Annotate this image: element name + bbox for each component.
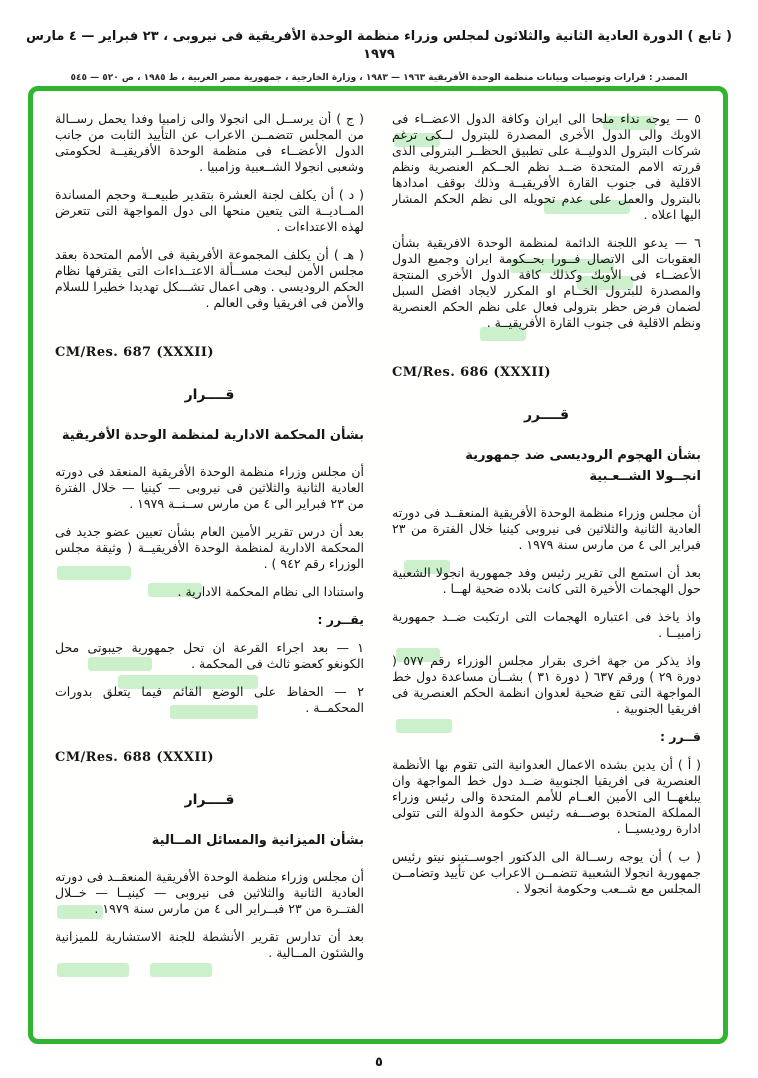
resolution-subject-line-1: بشأن الهجوم الروديسى ضد جمهورية [465, 448, 701, 463]
resolution-subject-line-2: انجــولا الشــعـبية [589, 469, 701, 484]
operative-item-1: ١ — بعد اجراء القرعة ان تحل جمهورية جيبوتى محل الكونغو كعضو ثالث فى المحكمة . [55, 640, 364, 671]
right-column [392, 111, 701, 1025]
operative-item-c: ( ج ) أن يرســل الى انجولا والى زامبيا وفدا يحمل رســالة من المجلس تتضمــن الاعراب عن التأييد الثابت من جانب الدول الأعضــاء فى منظمة الوحدة الأفريقيــة لحكومتى وشعبى انجولا الشــعبية وزامبيا . [55, 111, 364, 174]
operative-item-2: ٢ — الحفاظ على الوضع القائم فيما يتعلق بدورات المحكمــة . [55, 684, 364, 715]
source-line: المصدر : قرارات وتوصيات وبيانات منظمة الوحدة الأفريقية ١٩٦٣ — ١٩٨٣ ، وزارة الخارجية ، جمهورية مصر العربية ، ط ١٩٨٥ ، ص ٥٢٠ — ٥٤٥ [70, 73, 688, 83]
resolution-subject-687: بشأن المحكمة الادارية لمنظمة الوحدة الأفريقية [61, 428, 364, 443]
resolution-ref-687: CM/Res. 687 (XXXII) [55, 345, 214, 360]
left-column [55, 111, 364, 1025]
page-header [20, 28, 738, 83]
operative-item-h: ( هـ ) أن يكلف المجموعة الأفريقية فى الأمم المتحدة بعقد مجلس الأمن لبحث مســألة الاعتــداءات التى يقترفها نظام الحكم الروديسى . وهى اعمال تشـــكل تهديدا خطيرا للسلام والأمن فى افريقيا وفى العالم . [55, 247, 364, 310]
preamble-paragraph: واذ يذكر من جهة اخرى بقرار مجلس الوزراء رقم ٥٧٧ ( دورة ٢٩ ) ورقم ٦٣٧ ( دورة ٣١ ) بشــأن مساعدة دول خط المواجهة التى تقع ضحية لعدوان انظمة الحكم العنصرية فى افريقيا الجنوبية . [392, 653, 701, 716]
resolution-ref-688: CM/Res. 688 (XXXII) [55, 750, 214, 765]
two-column-layout [55, 111, 701, 1025]
page-number: ٥ [375, 1055, 383, 1070]
operative-label-687: يقــرر : [317, 612, 364, 627]
preamble-paragraph: أن مجلس وزراء منظمة الوحدة الأفريقية المنعقــد فى دورته العادية الثانية والثلاثين فى نيروبى كينيا خلال الفترة من ٢٣ فبراير الى ٤ من مارس سنة ١٩٧٩ . [392, 505, 701, 552]
resolution-subject-686 [392, 445, 701, 487]
preamble-paragraph: بعد أن استمع الى تقرير رئيس وفد جمهورية انجولا الشعبية حول الهجمات الأخيرة التى كانت بلاده ضحية لهــا . [392, 565, 701, 596]
resolution-subject-688: بشأن الميزانية والمسائل المــالية [151, 833, 364, 848]
operative-item-a: ( أ ) أن يدين بشده الاعمال العدوانية التى تقوم بها الأنظمة العنصرية فى افريقيا الجنوبية ضــد دول خط المواجهة وان يبلغهــا الى الأمين العــام للأمم المتحدة والى رئيس وزراء المملكة المتحدة بوصـــفه رئيس حكومة الدولة التى تتولى ادارة روديسيــا . [392, 757, 701, 836]
green-border-frame [28, 86, 728, 1044]
preamble-paragraph: بعد أن درس تقرير الأمين العام بشأن تعيين عضو جديد فى المحكمة الادارية لمنظمة الوحدة الأفريقيــة ( وثيقة مجلس الوزراء رقم ٩٤٢ ) . [55, 524, 364, 571]
preamble-paragraph: أن مجلس وزراء منظمة الوحدة الأفريقية المنعقد فى دورته العادية الثانية والثلاثين فى نيروبى — كينيا — خلال الفترة من ٢٣ فبراير الى ٤ من مارس ســنــة ١٩٧٩ . [55, 464, 364, 511]
operative-item-b: ( ب ) أن يوجه رســالة الى الدكتور اجوســتينو نيتو رئيس جمهورية انجولا الشعبية تتضمــن الاعراب عن تأييد وتضامــن المجلس مع شــعب وحكومة انجولا . [392, 849, 701, 896]
operative-item-d: ( د ) أن يكلف لجنة العشرة بتقدير طبيعــة وحجم المساندة المــاديــة التى يتعين منحها الى دول المواجهة التى تتعرض لهذه الاعتداءات . [55, 187, 364, 234]
resolution-title-687: قــــرار [184, 387, 235, 403]
paragraph-item-6: ٦ — يدعو اللجنة الدائمة لمنظمة الوحدة الافريقية بشأن العقوبات الى الاتصال فــورا بحــكومة ايران وجميع الدول الأعضــاء فى الأوبك وكذلك كافة الدول الأخرى المنتجة والمصدرة للبترول الخــام او المكرر لايجاد افضل السبل لضمان فرض حظر بترولى فعال على نظم الحكم العنصرية ونظم الاقلية فى جنوب القارة الأفريقيــة . [392, 235, 701, 330]
preamble-paragraph: بعد أن تدارس تقرير الأنشطة للجنة الاستشارية للميزانية والشئون المــالية . [55, 929, 364, 960]
resolution-title-688: قــــرار [184, 792, 235, 808]
operative-label-686: قــرر : [659, 729, 701, 744]
resolution-ref-686: CM/Res. 686 (XXXII) [392, 365, 551, 380]
preamble-paragraph: واذ ياخذ فى اعتباره الهجمات التى ارتكبت ضــد جمهورية زامبيــا . [392, 609, 701, 640]
preamble-paragraph: أن مجلس وزراء منظمة الوحدة الأفريقية المنعقــد فى دورته العادية الثانية والثلاثين فى نيروبى — كينيــا — خــلال الفتــرة من ٢٣ فبــراير الى ٤ من مارس سنة ١٩٧٩ . [55, 869, 364, 916]
resolution-title-686: قــــرر [523, 407, 570, 423]
session-title: ( تابع ) الدورة العادية الثانية والثلاثون لمجلس وزراء منظمة الوحدة الأفريقية فى نيروبى ، ٢٣ فبراير — ٤ مارس ١٩٧٩ [26, 29, 732, 62]
preamble-paragraph: واستنادا الى نظام المحكمة الادارية . [177, 584, 364, 599]
paragraph-item-5: ٥ — يوجه نداء ملحا الى ايران وكافة الدول الاعضــاء فى الاوبك والى الدول الأخرى المصدرة للبترول لــكى ترغم شركات البترول الدوليــة على تطبيق الحظــر البترولى الذى قررته الامم المتحدة ضــد نظم الحــكم العنصرية ونظم الاقلية فى جنوب القارة الأفريقيــة وذلك بوقف امدادها بالبترول والعمل على عدم تحويله الى نظم الحكم المشار اليها اعلاه . [392, 111, 701, 222]
